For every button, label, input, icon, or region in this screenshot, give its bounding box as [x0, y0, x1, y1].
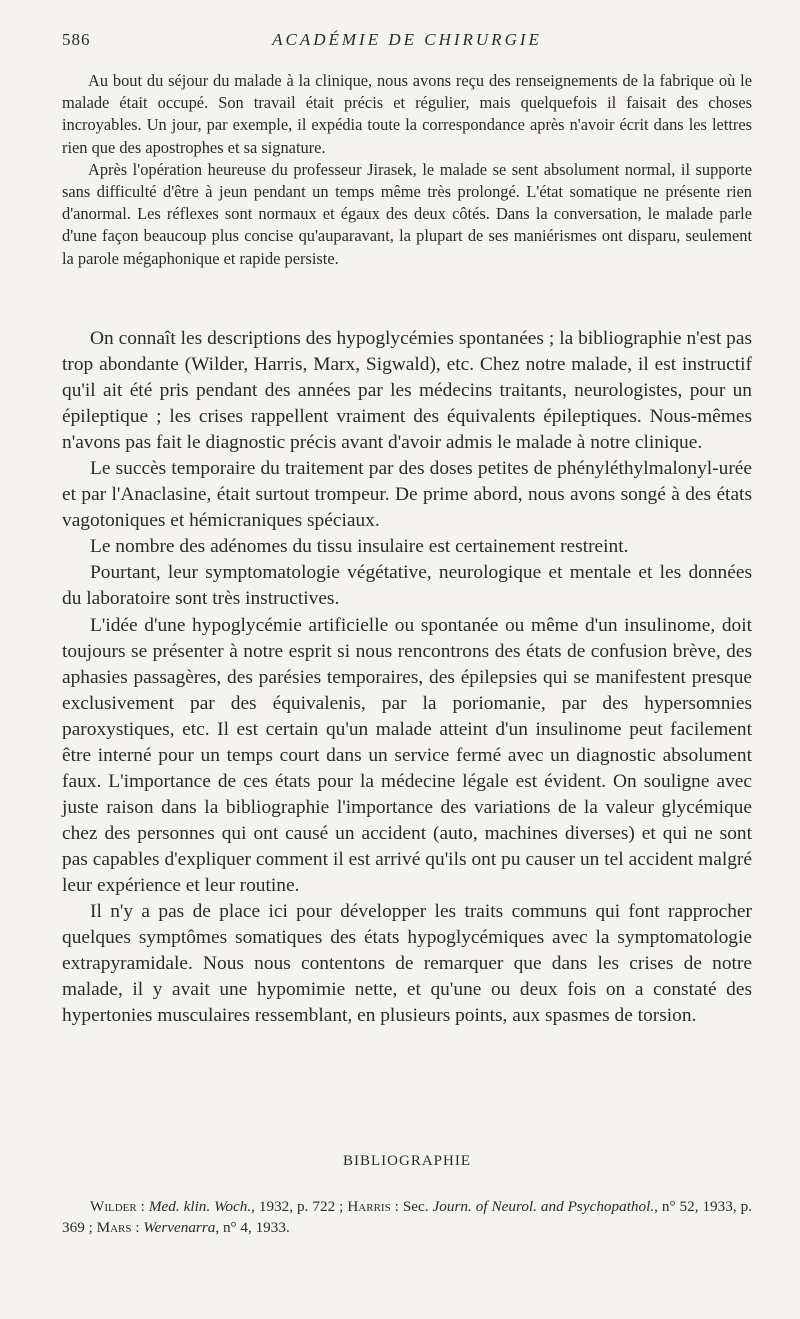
running-title: ACADÉMIE DE CHIRURGIE [272, 30, 542, 49]
bib-author-harris: Harris [347, 1198, 391, 1215]
bib-details-wilder: , 1932, p. 722 ; [251, 1198, 348, 1215]
discussion-paragraph: Pourtant, leur symptomatologie végétative, neurologique et mentale et les données du laboratoire sont très instructives. [62, 562, 752, 610]
bib-details-harris: , n° 52, 1933, p. 369 ; [62, 1198, 752, 1236]
page-header [62, 30, 752, 56]
bib-author-wilder: Wilder [90, 1198, 137, 1215]
bibliography-entry: Wilder : Med. klin. Woch., 1932, p. 722 ; Harris : Sec. Journ. of Neurol. and Psychopathol., n° 52, 1933, p. 369 ; Mars : Wervenarra, n° 4, 1933. [62, 1198, 752, 1236]
discussion-paragraph: L'idée d'une hypoglycémie artificielle ou spontanée ou même d'un insulinome, doit toujours se présenter à notre esprit si nous rencontrons des états de confusion brève, des aphasies passagères, des parésies temporaires, des épilepsies qui se manifestent presque exclusivement par des équivalenis, par la poriomanie, par des hypersomnies paroxystiques, etc. Il est certain qu'un malade atteint d'un insulinome peut facilement être interné pour un temps court dans un service fermé avec un diagnostic absolument faux. L'importance de ces états pour la médecine légale est évident. On souligne avec juste raison dans la bibliographie l'importance des variations de la valeur glycémique chez des personnes qui ont causé un accident (auto, machines diverses) et qui ne sont pas capables d'expliquer comment il est arrivé qu'ils ont pu causer un tel accident malgré leur expérience et leur routine. [62, 614, 752, 896]
discussion-section [62, 326, 752, 1029]
bib-details-mars: , n° 4, 1933. [215, 1219, 290, 1236]
bibliography-heading: BIBLIOGRAPHIE [343, 1153, 471, 1169]
discussion-paragraph: Il n'y a pas de place ici pour développer les traits communs qui font rapprocher quelques symptômes somatiques des états hypoglycémiques avec la symptomatologie extrapyramidale. Nous nous contentons de remarquer que dans les crises de notre malade, il y avait une hypomimie nette, et qu'une ou deux fois on a constaté des hypertonies musculaires ressemblant, en plusieurs points, aux spasmes de torsion. [62, 901, 752, 1027]
bib-author-mars: Mars [96, 1219, 132, 1236]
case-note-paragraph: Après l'opération heureuse du professeur Jirasek, le malade se sent absolument normal, il supporte sans difficulté d'être à jeun pendant un temps même très prolongé. L'état somatique ne présente rien d'anormal. Les réflexes sont normaux et égaux des deux côtés. Dans la conversation, le malade parle d'une façon beaucoup plus concise qu'auparavant, la plupart de ses maniérismes ont disparu, seulement la parole mégaphonique et rapide persiste. [62, 159, 752, 268]
case-notes-section [62, 70, 752, 270]
bib-prefix-harris: : Sec. [390, 1198, 433, 1215]
bib-journal-mars: Wervenarra [143, 1219, 216, 1236]
page-number: 586 [62, 30, 91, 49]
discussion-paragraph: On connaît les descriptions des hypoglycémies spontanées ; la bibliographie n'est pas trop abondante (Wilder, Harris, Marx, Sigwald), etc. Chez notre malade, il est instructif qu'il ait été pris pendant des années par les médecins traitants, neurologistes, pour un épileptique ; les crises rappellent vraiment des équivalents épileptiques. Nous-mêmes n'avons pas fait le diagnostic précis avant d'avoir admis le malade à notre clinique. [62, 328, 752, 454]
bib-journal-wilder: Med. klin. Woch. [148, 1198, 252, 1215]
discussion-paragraph: Le succès temporaire du traitement par des doses petites de phényléthylmalonyl-urée et par l'Anaclasine, était surtout trompeur. De prime abord, nous avons songé à des états vagotoniques et hémicraniques spéciaux. [62, 458, 752, 532]
bib-journal-harris: Journ. of Neurol. and Psychopathol. [432, 1198, 655, 1215]
discussion-paragraph: Le nombre des adénomes du tissu insulaire est certainement restreint. [90, 536, 629, 558]
case-note-paragraph: Au bout du séjour du malade à la clinique, nous avons reçu des renseignements de la fabrique où le malade était occupé. Son travail était précis et régulier, mais quelquefois il faisait des choses incroyables. Un jour, par exemple, il expédia toute la correspondance après n'avoir écrit dans les lettres rien que des apostrophes et sa signature. [62, 71, 752, 157]
